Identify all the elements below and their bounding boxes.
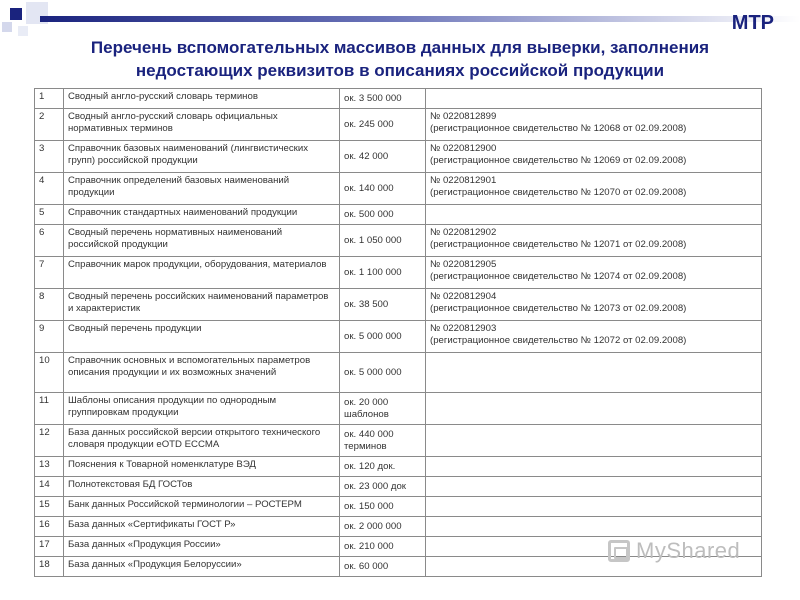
decor-square-dark [10,8,22,20]
table-row [35,109,762,141]
row-size: ок. 150 000 [340,497,426,517]
header-gradient-bar [40,16,800,22]
row-size: ок. 500 000 [340,205,426,225]
row-size: ок. 210 000 [340,537,426,557]
presentation-icon [608,540,630,562]
registration-certificate: (регистрационное свидетельство № 12071 от 02.09.2008) [430,238,687,250]
table-row [35,289,762,321]
row-size: ок. 42 000 [340,141,426,173]
row-number: 3 [35,141,64,173]
row-size: ок. 1 050 000 [340,225,426,257]
decor-square-small [2,22,12,32]
row-size: ок. 3 500 000 [340,89,426,109]
registration-certificate: (регистрационное свидетельство № 12069 от 02.09.2008) [430,154,687,166]
row-name: Шаблоны описания продукции по однородным группировкам продукции [64,393,340,425]
registration-certificate: (регистрационное свидетельство № 12068 от 02.09.2008) [430,122,687,134]
row-number: 17 [35,537,64,557]
row-registration [426,109,762,141]
row-registration [426,205,762,225]
decor-square-small-2 [18,26,28,36]
row-name: Полнотекстовая БД ГОСТов [64,477,340,497]
table-row [35,425,762,457]
row-registration [426,353,762,393]
row-registration [426,225,762,257]
row-number: 15 [35,497,64,517]
row-size: ок. 60 000 [340,557,426,577]
registration-number: № 0220812899 [430,111,497,122]
row-size: ок. 245 000 [340,109,426,141]
table-body [35,89,762,577]
registration-certificate: (регистрационное свидетельство № 12070 от 02.09.2008) [430,186,687,198]
row-registration [426,257,762,289]
row-registration [426,289,762,321]
registration-certificate: (регистрационное свидетельство № 12072 от 02.09.2008) [430,334,687,346]
row-number: 13 [35,457,64,477]
registration-number: № 0220812902 [430,227,497,238]
table-row [35,393,762,425]
registration-number: № 0220812903 [430,323,497,334]
page-title [30,36,770,82]
row-number: 11 [35,393,64,425]
row-name: База данных «Сертификаты ГОСТ Р» [64,517,340,537]
title-line-2: недостающих реквизитов в описаниях российской продукции [135,61,665,80]
table-row [35,477,762,497]
row-number: 9 [35,321,64,353]
watermark [608,538,740,564]
row-number: 16 [35,517,64,537]
registration-certificate: (регистрационное свидетельство № 12073 от 02.09.2008) [430,302,687,314]
registration-certificate: (регистрационное свидетельство № 12074 от 02.09.2008) [430,270,687,282]
row-size: ок. 5 000 000 [340,321,426,353]
table-row [35,141,762,173]
row-registration [426,393,762,425]
row-name: Сводный перечень нормативных наименований российской продукции [64,225,340,257]
data-arrays-table [34,88,762,577]
row-registration [426,425,762,457]
row-name: Сводный англо-русский словарь официальных нормативных терминов [64,109,340,141]
table-row [35,257,762,289]
row-name: Пояснения к Товарной номенклатуре ВЭД [64,457,340,477]
row-number: 1 [35,89,64,109]
registration-number: № 0220812901 [430,175,497,186]
row-registration [426,141,762,173]
row-name: Справочник определений базовых наименований продукции [64,173,340,205]
title-line-1: Перечень вспомогательных массивов данных для выверки, заполнения [90,38,710,57]
row-size: ок. 1 100 000 [340,257,426,289]
row-name: Сводный перечень продукции [64,321,340,353]
table-row [35,225,762,257]
row-size: ок. 440 000 терминов [340,425,426,457]
registration-number: № 0220812904 [430,291,497,302]
row-registration [426,497,762,517]
row-number: 8 [35,289,64,321]
table-row [35,353,762,393]
row-registration [426,173,762,205]
row-size: ок. 2 000 000 [340,517,426,537]
row-name: База данных «Продукция Белоруссии» [64,557,340,577]
row-size: ок. 120 док. [340,457,426,477]
row-name: Сводный перечень российских наименований параметров и характеристик [64,289,340,321]
registration-number: № 0220812905 [430,259,497,270]
row-name: Справочник базовых наименований (лингвистических групп) российской продукции [64,141,340,173]
logo-text: МТР [731,12,774,34]
row-name: Банк данных Российской терминологии – РОСТЕРМ [64,497,340,517]
row-number: 10 [35,353,64,393]
row-name: Сводный англо-русский словарь терминов [64,89,340,109]
row-number: 6 [35,225,64,257]
row-registration [426,457,762,477]
watermark-text: MyShared [636,538,741,563]
row-name: База данных российской версии открытого технического словаря продукции eOTD ECCMA [64,425,340,457]
table-row [35,205,762,225]
table-row [35,321,762,353]
row-registration [426,89,762,109]
row-number: 5 [35,205,64,225]
row-name: Справочник основных и вспомогательных параметров описания продукции и их возможных значений [64,353,340,393]
row-size: ок. 38 500 [340,289,426,321]
row-number: 7 [35,257,64,289]
row-size: ок. 20 000 шаблонов [340,393,426,425]
row-number: 18 [35,557,64,577]
row-size: ок. 5 000 000 [340,353,426,393]
registration-number: № 0220812900 [430,143,497,154]
row-name: Справочник стандартных наименований продукции [64,205,340,225]
table-row [35,457,762,477]
table-row [35,497,762,517]
row-number: 12 [35,425,64,457]
row-name: Справочник марок продукции, оборудования, материалов [64,257,340,289]
row-size: ок. 140 000 [340,173,426,205]
row-number: 2 [35,109,64,141]
table-row [35,173,762,205]
row-registration [426,517,762,537]
table-row [35,89,762,109]
row-name: База данных «Продукция России» [64,537,340,557]
row-number: 4 [35,173,64,205]
row-registration [426,477,762,497]
row-size: ок. 23 000 док [340,477,426,497]
table-row [35,517,762,537]
row-registration [426,321,762,353]
row-number: 14 [35,477,64,497]
